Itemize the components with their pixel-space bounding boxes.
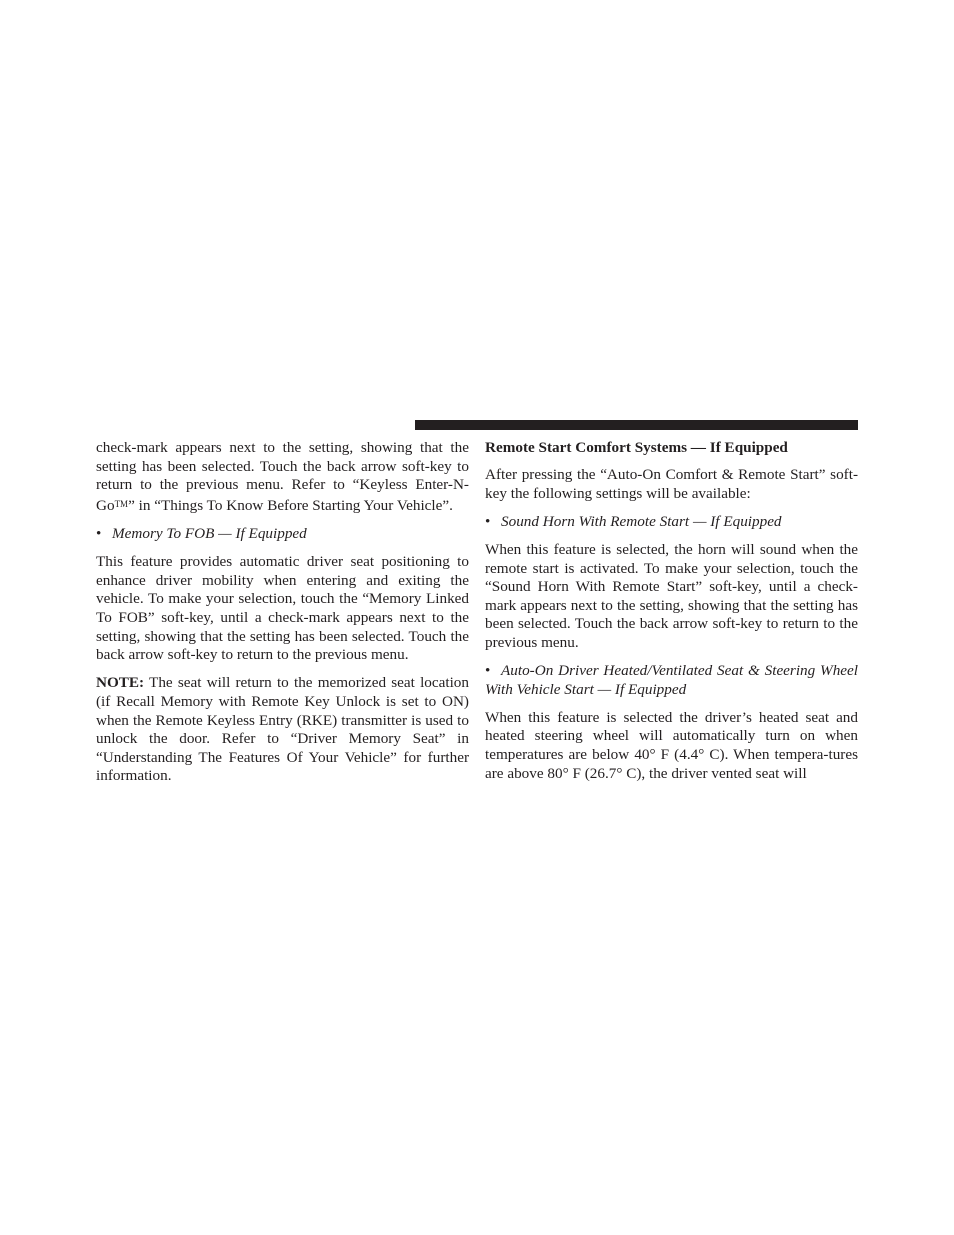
left-paragraph-keyless [96, 439, 469, 515]
bullet-dot-icon: • [96, 524, 102, 542]
bullet-auto-on-heated-seat-label: Auto-On Driver Heated/Ventilated Seat & Steering Wheel With Vehicle Start — If Equipped [485, 662, 858, 698]
right-paragraph-intro: After pressing the “Auto-On Comfort & Remote Start” soft-key the following settings will be available: [485, 465, 858, 502]
note-text: The seat will return to the memorized seat location (if Recall Memory with Remote Key Unlock is set to ON) when the Remote Keyless Entry (RKE) transmitter is used to unlock the door. Refer to “Driver Memory Seat” in “Understanding The Features Of Your Vehicle” for further information. [96, 674, 469, 785]
left-paragraph-keyless-text-a: check-mark appears next to the setting, showing that the setting has been selected. Touch the back arrow soft-key to return to the previous menu. Refer to “Keyless Enter-N-Go [96, 439, 469, 514]
note-label: NOTE: [96, 674, 145, 692]
note-paragraph [96, 674, 469, 786]
bullet-dot-icon: • [485, 662, 491, 680]
bullet-memory-to-fob-label: Memory To FOB — If Equipped [112, 524, 307, 542]
section-heading-remote-start: Remote Start Comfort Systems — If Equipped [485, 439, 788, 456]
right-paragraph-heated-seat: When this feature is selected the driver’s heated seat and heated steering wheel will automatically turn on when temperatures are below 40° F (4.4° C). When tempera-tures are above 80° F (26.7° C), the driver vented seat will [485, 708, 858, 782]
bullet-memory-to-fob [96, 525, 469, 544]
left-paragraph-memory-fob: This feature provides automatic driver seat positioning to enhance driver mobility when entering and exiting the vehicle. To make your selection, touch the “Memory Linked To FOB” soft-key, until a check-mark appears next to the setting, showing that the setting has been selected. Touch the back arrow soft-key to return to the previous menu. [96, 553, 469, 664]
left-paragraph-keyless-text-b: ” in “Things To Know Before Starting Your Vehicle”. [128, 496, 453, 514]
bullet-sound-horn-label: Sound Horn With Remote Start — If Equipped [501, 512, 782, 530]
section-header-bar [415, 420, 858, 430]
trademark-mark: TM [114, 498, 129, 509]
bullet-auto-on-heated-seat [485, 662, 858, 699]
right-paragraph-sound-horn: When this feature is selected, the horn will sound when the remote start is activated. To make your selection, touch the “Sound Horn With Remote Start” soft-key, until a check-mark appears next to the setting, showing that the setting has been selected. Touch the back arrow soft-key to return to the previous menu. [485, 540, 858, 651]
bullet-dot-icon: • [485, 512, 491, 530]
right-column [485, 439, 858, 793]
bullet-sound-horn [485, 513, 858, 532]
left-column [96, 439, 469, 795]
